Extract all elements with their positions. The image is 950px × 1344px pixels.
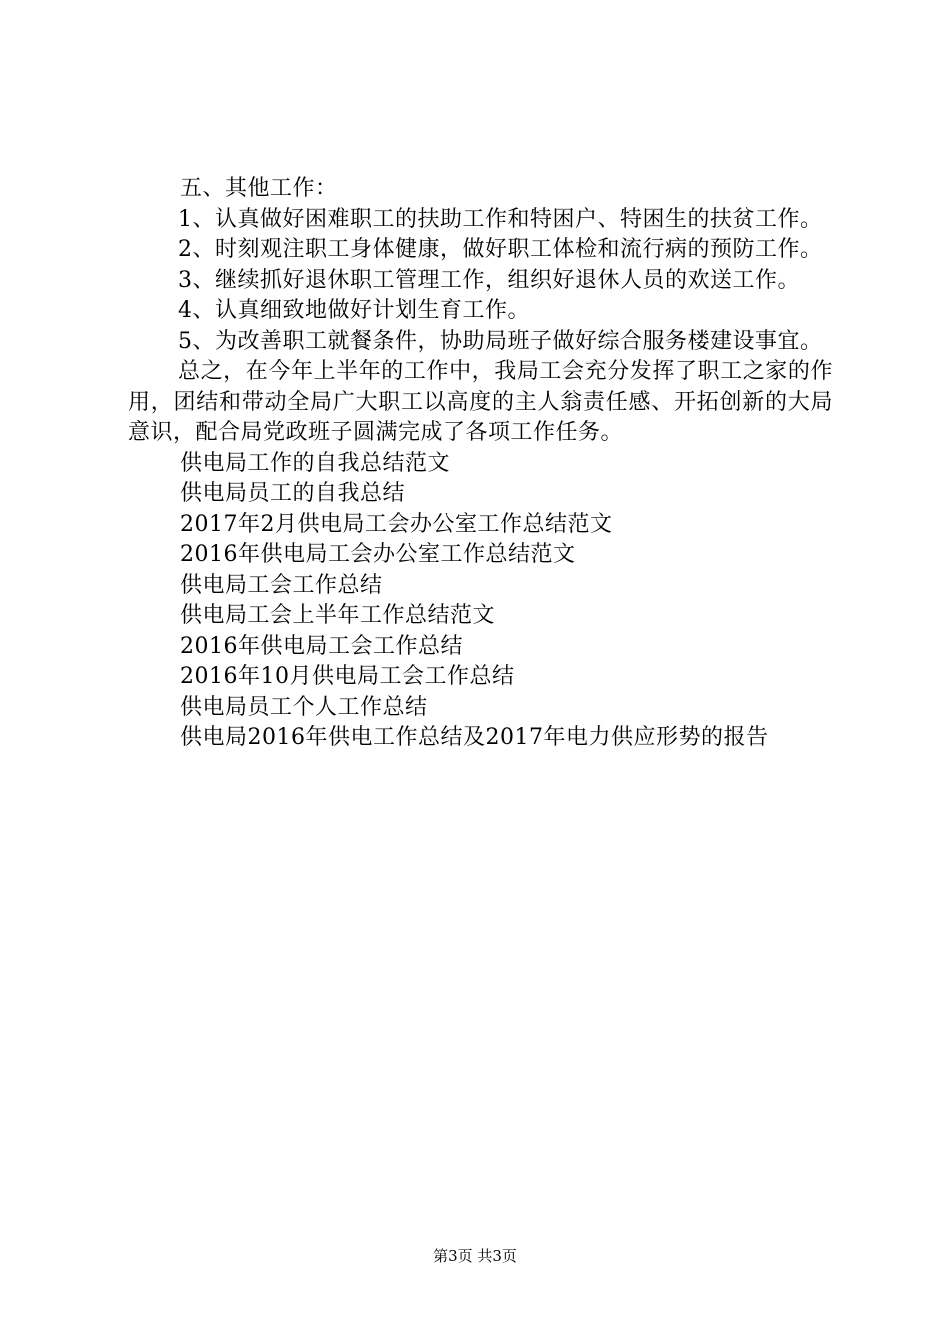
summary-paragraph: 总之，在今年上半年的工作中，我局工会充分发挥了职工之家的作用，团结和带动全局广大职工以高度的主人翁责任感、开拓创新的大局意识，配合局党政班子圆满完成了各项工作任务。	[128, 359, 833, 445]
section-heading: 五、其他工作：	[180, 176, 338, 201]
list-item: 3、继续抓好退休职工管理工作，组织好退休人员的欢送工作。	[178, 267, 800, 293]
related-title[interactable]: 供电局工作的自我总结范文	[180, 450, 451, 476]
page-number-footer: 第3页 共3页	[433, 1247, 517, 1265]
related-title[interactable]: 2017年2月供电局工会办公室工作总结范文	[180, 511, 613, 537]
related-title[interactable]: 2016年供电局工会工作总结	[180, 633, 463, 659]
document-body	[128, 174, 833, 754]
list-item: 1、认真做好困难职工的扶助工作和特困户、特困生的扶贫工作。	[178, 206, 823, 232]
list-item: 4、认真细致地做好计划生育工作。	[178, 298, 530, 323]
list-item: 5、为改善职工就餐条件，协助局班子做好综合服务楼建设事宜。	[178, 328, 823, 354]
related-title[interactable]: 供电局员工的自我总结	[180, 481, 406, 506]
list-item: 2、时刻观注职工身体健康，做好职工体检和流行病的预防工作。	[178, 237, 823, 262]
related-title[interactable]: 供电局员工个人工作总结	[180, 694, 428, 720]
related-title[interactable]: 供电局2016年供电工作总结及2017年电力供应形势的报告	[180, 725, 769, 750]
related-title[interactable]: 供电局工会工作总结	[180, 572, 383, 598]
related-title[interactable]: 供电局工会上半年工作总结范文	[180, 603, 496, 628]
related-title[interactable]: 2016年10月供电局工会工作总结	[180, 664, 515, 689]
related-title[interactable]: 2016年供电局工会办公室工作总结范文	[180, 542, 576, 567]
